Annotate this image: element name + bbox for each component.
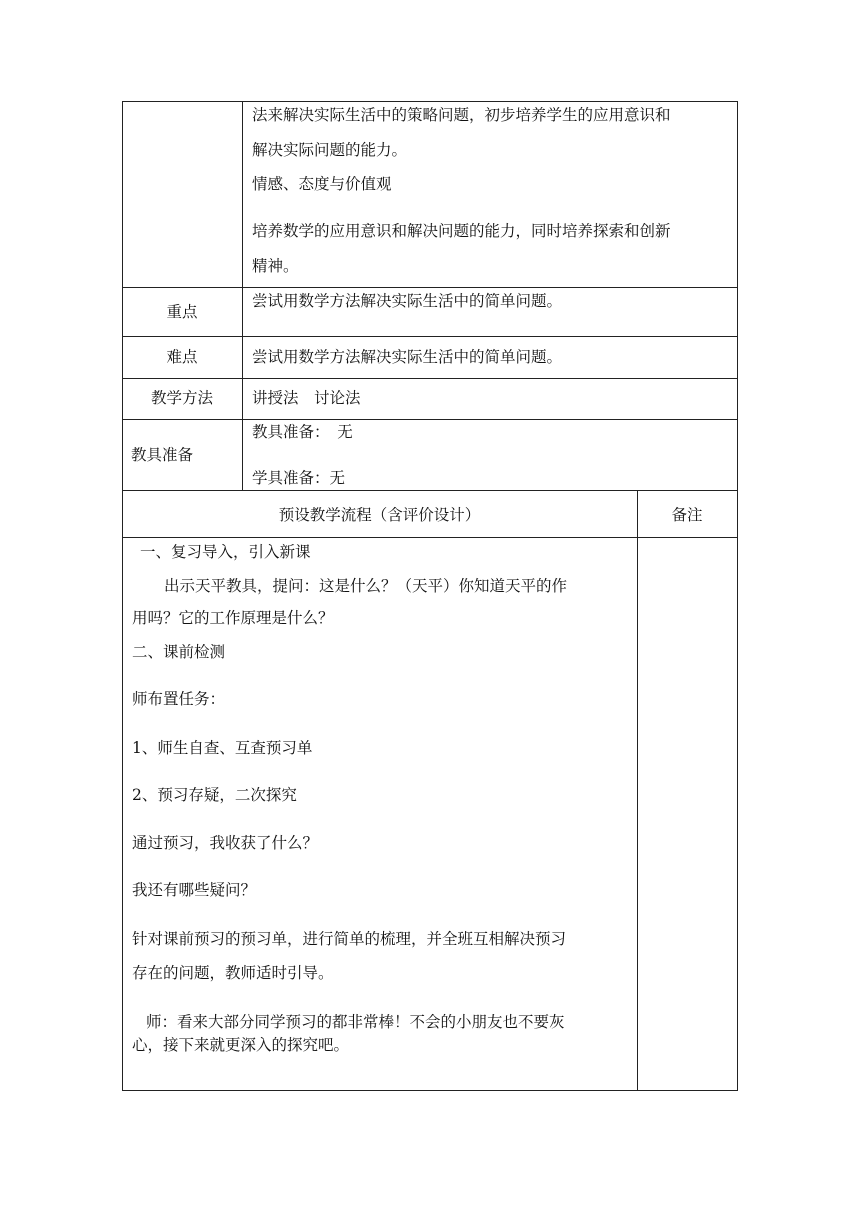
method-label: 教学方法 (150, 389, 213, 407)
process-line: 2、预习存疑，二次探究 (132, 786, 297, 804)
process-line: 师：看来大部分同学预习的都非常棒！不会的小朋友也不要灰 (146, 1013, 565, 1031)
notes-column-divider (637, 490, 638, 1091)
process-line: 针对课前预习的预习单，进行简单的梳理，并全班互相解决预习 (132, 930, 567, 948)
process-line: 通过预习，我收获了什么？ (132, 834, 319, 852)
table-border-top (122, 101, 738, 102)
process-line: 1、师生自查、互查预习单 (132, 739, 313, 757)
process-line: 心，接下来就更深入的探究吧。 (132, 1036, 350, 1054)
row-divider-key-point (122, 336, 738, 337)
process-line: 二、课前检测 (132, 643, 226, 661)
process-line: 师布置任务： (132, 690, 226, 708)
objectives-line-3: 培养数学的应用意识和解决问题的能力，同时培养探索和创新 (252, 222, 671, 240)
table-border-bottom (122, 1090, 738, 1091)
key-point-label: 重点 (166, 303, 198, 321)
row-divider-prep (122, 490, 738, 491)
difficulty-value: 尝试用数学方法解决实际生活中的简单问题。 (252, 348, 563, 366)
process-line: 一、复习导入，引入新课 (140, 543, 311, 561)
table-border-left (122, 101, 123, 1091)
notes-header: 备注 (671, 506, 703, 524)
key-point-value: 尝试用数学方法解决实际生活中的简单问题。 (252, 292, 563, 310)
prep-teacher-tools: 教具准备： 无 (252, 423, 353, 441)
objectives-line-4: 精神。 (252, 257, 299, 275)
process-line: 出示天平教具，提问：这是什么？（天平）你知道天平的作 (164, 577, 568, 595)
row-divider-difficulty (122, 378, 738, 379)
row-divider-process-header (122, 537, 738, 538)
process-line: 存在的问题，教师适时引导。 (132, 964, 334, 982)
prep-label: 教具准备 (131, 446, 194, 464)
row-divider-objectives (122, 287, 738, 288)
difficulty-label: 难点 (166, 348, 198, 366)
process-line: 用吗？它的工作原理是什么？ (132, 609, 334, 627)
process-line: 我还有哪些疑问？ (132, 881, 257, 899)
row-divider-method (122, 419, 738, 420)
prep-student-tools: 学具准备：无 (252, 469, 346, 487)
objectives-heading: 情感、态度与价值观 (252, 175, 392, 193)
objectives-line-1: 法来解决实际生活中的策略问题，初步培养学生的应用意识和 (252, 106, 671, 124)
method-value: 讲授法 讨论法 (252, 389, 361, 407)
table-border-right (737, 101, 738, 1091)
objectives-line-2: 解决实际问题的能力。 (252, 141, 408, 159)
process-header: 预设教学流程（含评价设计） (278, 506, 481, 524)
label-column-divider (242, 101, 243, 490)
